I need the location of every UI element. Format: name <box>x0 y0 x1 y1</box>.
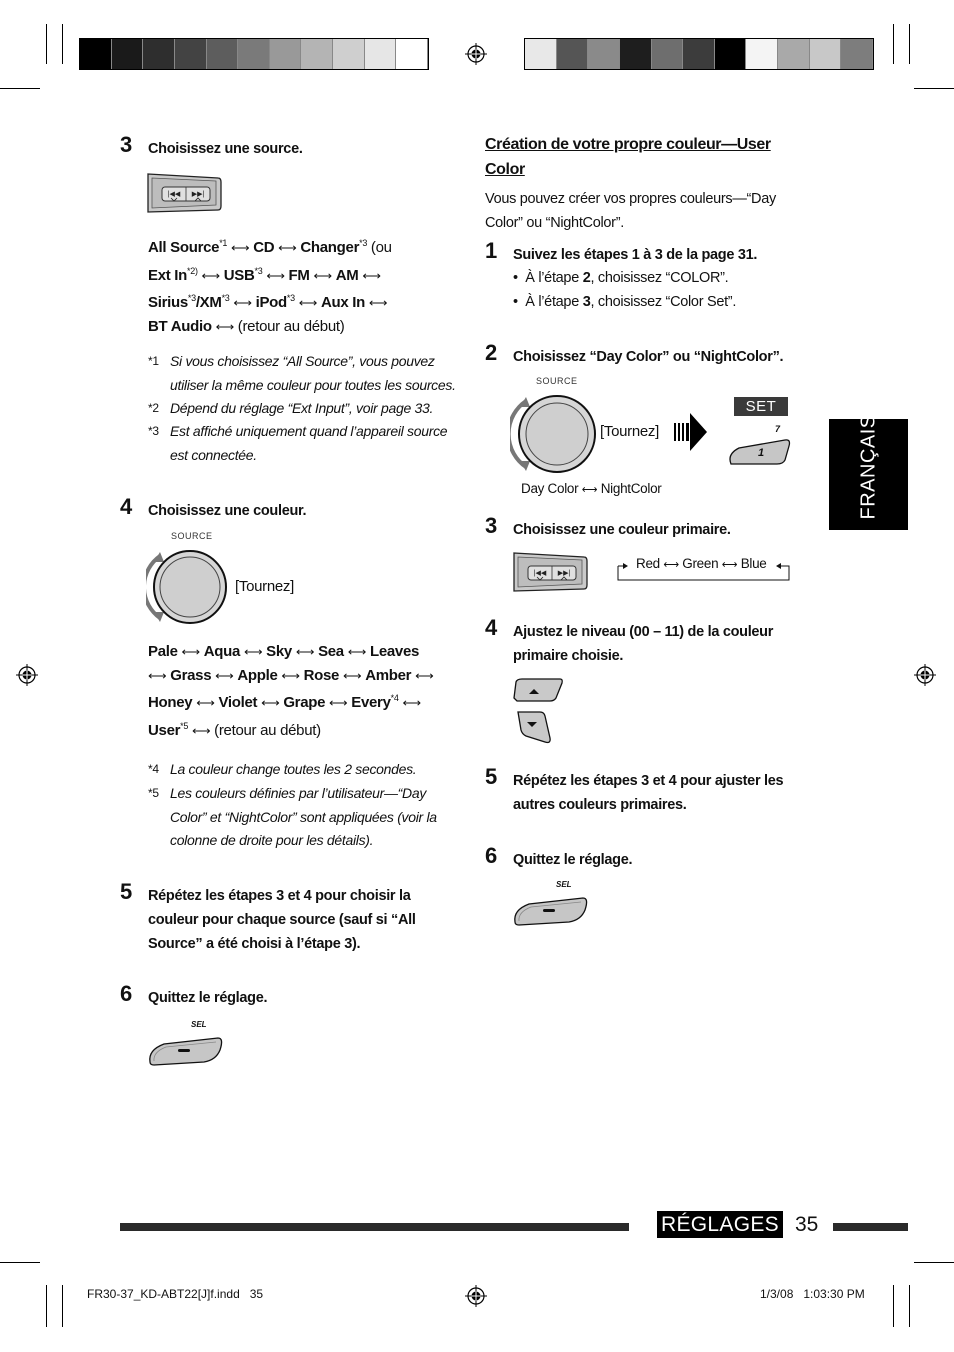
sel-label: SEL <box>556 880 572 889</box>
seq-item: CD <box>253 239 275 256</box>
preset-number: 1 <box>758 447 765 459</box>
double-arrow-icon: ⟷ <box>281 667 300 683</box>
seq-item: Sky <box>266 643 292 660</box>
down-button-icon <box>514 708 556 746</box>
bullet-text: À l’étape <box>525 270 583 286</box>
seq-item: Pale <box>148 643 178 660</box>
red-label: Red <box>636 556 660 571</box>
sel-button-icon <box>146 1034 224 1068</box>
set-display-label: SET <box>734 397 788 416</box>
footnote-mark: *1 <box>148 354 159 368</box>
seq-item: Ext In <box>148 266 188 284</box>
footnote-mark: *3 <box>254 265 263 276</box>
up-button-icon <box>512 676 564 704</box>
footnote <box>148 420 458 468</box>
source-knob-icon <box>510 391 600 475</box>
color-swatch <box>683 39 715 69</box>
day-night-toggle <box>521 481 662 496</box>
seq-item: Aqua <box>203 643 241 660</box>
footnote-mark: *4 <box>390 693 399 703</box>
svg-text:▶▶|: ▶▶| <box>191 191 205 198</box>
footnote-mark: *3 <box>148 424 159 438</box>
seq-item: Honey <box>148 694 193 711</box>
double-arrow-icon: ⟷ <box>721 559 738 571</box>
color-swatch <box>620 39 652 69</box>
color-swatch <box>396 39 428 69</box>
seq-note: (retour au début) <box>237 317 345 335</box>
footnote <box>148 782 458 854</box>
seq-item: Rose <box>303 666 340 684</box>
seq-item: User <box>148 721 181 739</box>
double-arrow-icon: ⟷ <box>368 295 388 310</box>
step-text: Choisissez une couleur. <box>148 503 307 519</box>
double-arrow-icon: ⟷ <box>215 318 234 334</box>
turn-label: [Tournez] <box>235 578 294 595</box>
seq-item: Grass <box>170 666 212 684</box>
rgb-cycle <box>636 556 767 571</box>
seq-item: All Source <box>148 239 220 256</box>
double-arrow-icon: ⟷ <box>663 559 679 571</box>
seq-item: Grape <box>283 694 326 711</box>
crop-mark <box>46 1285 47 1327</box>
color-swatch <box>333 39 365 69</box>
night-color-label: NightColor <box>600 481 662 496</box>
double-arrow-icon: ⟷ <box>415 667 434 683</box>
seq-note: (ou <box>370 239 392 256</box>
step-text: Suivez les étapes 1 à 3 de la page 31. <box>513 247 758 263</box>
blue-label: Blue <box>740 556 767 571</box>
color-swatch <box>238 39 270 69</box>
source-knob-icon <box>146 546 232 626</box>
crop-mark <box>0 1262 40 1263</box>
date-slug: 1/3/08 1:03:30 PM <box>760 1287 865 1301</box>
seq-item: BT Audio <box>148 317 212 335</box>
skip-buttons-icon <box>146 172 222 214</box>
source-sequence <box>148 232 448 338</box>
registration-mark-icon <box>465 43 487 65</box>
seq-item: Leaves <box>369 643 420 660</box>
seq-item: Apple <box>237 666 278 684</box>
svg-text:|◀◀: |◀◀ <box>167 191 181 198</box>
double-arrow-icon: ⟷ <box>362 267 381 283</box>
crop-mark <box>62 24 63 64</box>
footer-rule-right <box>833 1223 908 1231</box>
step-text: Choisissez “Day Color” ou “NightColor”. <box>513 349 784 365</box>
svg-text:|◀◀: |◀◀ <box>533 570 547 577</box>
seq-note: (retour au début) <box>214 721 321 739</box>
seq-item: Aux In <box>320 294 365 311</box>
seq-item: Sirius <box>148 294 188 311</box>
step-number: 6 <box>120 981 133 1006</box>
double-arrow-icon: ⟷ <box>215 667 234 683</box>
double-arrow-icon: ⟷ <box>278 240 297 255</box>
crop-mark <box>46 24 47 64</box>
color-swatch <box>270 39 302 69</box>
registration-mark-icon <box>465 1285 487 1307</box>
double-arrow-icon: ⟷ <box>329 695 348 710</box>
footnote-mark: *5 <box>180 720 189 731</box>
footnote-mark: *3 <box>359 238 368 248</box>
intro-text: Vous pouvez créer vos propres couleurs—“Day Color” ou “NightColor”. <box>485 191 776 231</box>
footnote-mark: *3 <box>187 293 196 303</box>
step-text: Choisissez une source. <box>148 141 303 157</box>
sel-label: SEL <box>191 1020 207 1029</box>
file-slug: FR30-37_KD-ABT22[J]f.indd 35 <box>87 1287 264 1301</box>
step-number: 1 <box>485 238 498 263</box>
turn-label: [Tournez] <box>600 423 659 440</box>
skip-buttons-icon <box>512 551 588 593</box>
double-arrow-icon: ⟷ <box>347 644 367 659</box>
bullet-icon: • <box>513 270 526 286</box>
double-arrow-icon: ⟷ <box>230 240 250 255</box>
double-arrow-icon: ⟷ <box>342 667 362 683</box>
footnote-mark: *2) <box>187 265 198 276</box>
footnote-mark: *2 <box>148 401 159 415</box>
color-swatch <box>841 39 873 69</box>
swatch-bar-right <box>524 38 874 70</box>
section-label: RÉGLAGES <box>657 1211 783 1238</box>
footnote-text: La couleur change toutes les 2 secondes. <box>170 761 417 777</box>
double-arrow-icon: ⟷ <box>313 267 332 283</box>
color-swatch <box>207 39 239 69</box>
bullet-text: , choisissez “COLOR”. <box>590 270 729 286</box>
double-arrow-icon: ⟷ <box>295 644 315 659</box>
double-arrow-icon: ⟷ <box>181 644 200 659</box>
seq-item: Every <box>351 694 391 711</box>
bullet-step: 3 <box>582 294 591 310</box>
double-arrow-icon: ⟷ <box>148 667 167 683</box>
color-swatch <box>143 39 175 69</box>
step-text: Ajustez le niveau (00 – 11) de la couleur primaire choisie. <box>513 624 774 664</box>
crop-mark <box>909 24 910 64</box>
bullet-text: , choisissez “Color Set”. <box>590 294 737 310</box>
bullet-text: À l’étape <box>525 294 583 310</box>
crop-mark <box>914 88 954 89</box>
footnote-mark: *4 <box>148 762 159 776</box>
seq-item: iPod <box>255 294 287 311</box>
bullet-item <box>513 290 736 314</box>
seq-item: Violet <box>218 694 258 711</box>
seq-item: Changer <box>300 239 360 256</box>
color-swatch <box>588 39 620 69</box>
day-color-label: Day Color <box>521 481 579 496</box>
double-arrow-icon: ⟷ <box>196 695 215 710</box>
crop-mark <box>62 1285 63 1327</box>
seq-item: FM <box>288 266 310 284</box>
bullet-item <box>513 266 728 290</box>
double-arrow-icon: ⟷ <box>402 695 421 710</box>
section-heading: Création de votre propre couleur—User Color <box>485 136 771 178</box>
page-number: 35 <box>795 1213 819 1236</box>
swatch-bar-left <box>79 38 429 70</box>
seq-item: /XM <box>195 294 222 311</box>
footnote <box>148 350 458 398</box>
step-text: Choisissez une couleur primaire. <box>513 522 731 538</box>
crop-mark <box>909 1285 910 1327</box>
footnote-mark: *3 <box>286 293 295 303</box>
step-number: 4 <box>485 615 498 640</box>
footnote-text: Si vous choisissez “All Source”, vous pouvez utiliser la même couleur pour toutes les sources. <box>170 353 456 393</box>
crop-mark <box>0 88 40 89</box>
knob-source-label: SOURCE <box>171 531 213 541</box>
step-number: 5 <box>120 879 133 904</box>
registration-mark-icon <box>914 664 936 686</box>
color-sequence <box>148 640 453 742</box>
step-text: Quittez le réglage. <box>513 852 633 868</box>
double-arrow-icon: ⟷ <box>266 267 285 283</box>
color-swatch <box>112 39 144 69</box>
sel-button-icon <box>511 894 589 928</box>
color-swatch <box>525 39 557 69</box>
double-arrow-icon: ⟷ <box>298 295 318 310</box>
right-arrow-icon <box>674 411 708 453</box>
seq-item: AM <box>335 266 359 284</box>
footnote-text: Les couleurs définies par l’utilisateur—“Day Color” et “NightColor” sont appliquées (voir la colonne de droite pour les détails). <box>170 785 437 848</box>
seq-item: USB <box>223 266 255 284</box>
footnote-text: Est affiché uniquement quand l’appareil source est connectée. <box>170 423 448 463</box>
color-swatch <box>652 39 684 69</box>
footnote-text: Dépend du réglage “Ext Input”, voir page 33. <box>170 400 434 416</box>
language-tab-label: FRANÇAIS <box>857 414 880 520</box>
color-swatch <box>365 39 397 69</box>
double-arrow-icon: ⟷ <box>581 484 598 496</box>
step-number: 6 <box>485 843 498 868</box>
footnote-mark: *3 <box>221 293 230 303</box>
step-number: 4 <box>120 494 133 519</box>
step-text: Répétez les étapes 3 et 4 pour ajuster les autres couleurs primaires. <box>513 773 784 813</box>
crop-mark <box>893 1285 894 1327</box>
double-arrow-icon: ⟷ <box>243 644 263 659</box>
language-tab <box>829 414 908 530</box>
green-label: Green <box>682 556 719 571</box>
knob-source-label: SOURCE <box>536 376 578 386</box>
double-arrow-icon: ⟷ <box>191 722 211 738</box>
footnote-mark: *5 <box>148 786 159 800</box>
color-swatch <box>80 39 112 69</box>
step-number: 2 <box>485 340 498 365</box>
bullet-step: 2 <box>582 270 591 286</box>
crop-mark <box>914 1262 954 1263</box>
step-number: 3 <box>485 513 498 538</box>
step-text: Répétez les étapes 3 et 4 pour choisir la couleur pour chaque source (sauf si “All Source” a été choisi à l’étape 3). <box>148 888 416 952</box>
svg-text:▶▶|: ▶▶| <box>557 570 571 577</box>
footnote-mark: *1 <box>219 238 228 248</box>
color-swatch <box>715 39 747 69</box>
color-swatch <box>778 39 810 69</box>
color-swatch <box>557 39 589 69</box>
double-arrow-icon: ⟷ <box>233 295 252 310</box>
seq-item: Amber <box>365 666 412 684</box>
preset-small-number: 7 <box>775 424 781 434</box>
color-swatch <box>746 39 778 69</box>
step-text: Quittez le réglage. <box>148 990 268 1006</box>
seq-item: Sea <box>318 643 344 660</box>
bullet-icon: • <box>513 294 526 310</box>
double-arrow-icon: ⟷ <box>261 695 280 710</box>
crop-mark <box>893 24 894 64</box>
color-swatch <box>175 39 207 69</box>
footnote <box>148 758 458 782</box>
footnote <box>148 397 458 421</box>
step-number: 5 <box>485 764 498 789</box>
footer-rule-left <box>120 1223 629 1231</box>
step-number: 3 <box>120 132 133 157</box>
registration-mark-icon <box>16 664 38 686</box>
color-swatch <box>301 39 333 69</box>
double-arrow-icon: ⟷ <box>201 267 220 283</box>
color-swatch <box>810 39 842 69</box>
